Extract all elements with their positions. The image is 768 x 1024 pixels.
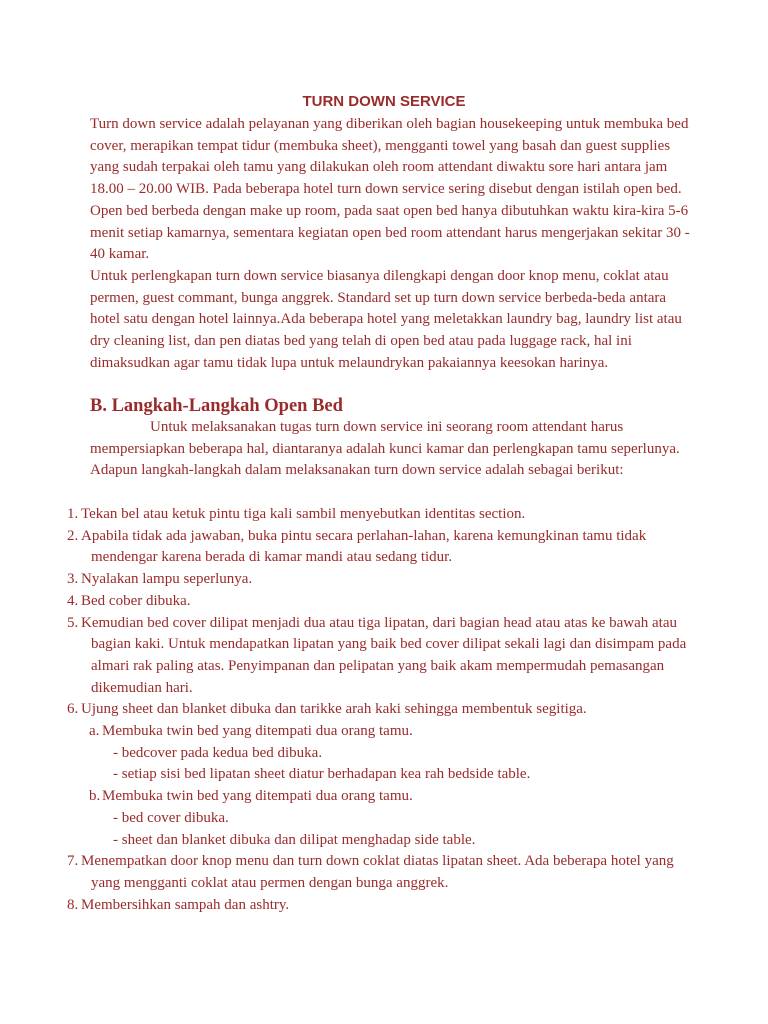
- sub-list-text: Membuka twin bed yang ditempati dua orang tamu.: [102, 723, 413, 740]
- list-number: 2.: [67, 527, 79, 544]
- intro-section: [90, 114, 690, 374]
- list-text: Apabila tidak ada jawaban, buka pintu secara perlahan-lahan, karena kemungkinan tamu tidak mendengar karena berada di kamar mandi atau sedang tidur.: [81, 527, 647, 566]
- list-number: 7.: [67, 853, 79, 870]
- paragraph: Turn down service adalah pelayanan yang diberikan oleh bagian housekeeping untuk membuka bed cover, merapikan tempat tidur (membuka sheet), mengganti towel yang basah dan guest supplies yang sudah terpakai oleh tamu yang dilakukan oleh room attendant diwaktu sore hari antara jam 18.00 – 20.00 WIB. Pada beberapa hotel turn down service sering disebut dengan istilah open bed.: [90, 116, 689, 198]
- list-item: [0, 591, 700, 613]
- dash-item: - bedcover pada kedua bed dibuka.: [113, 744, 323, 761]
- list-number: 5.: [67, 614, 79, 631]
- section-intro: Untuk melaksanakan tugas turn down service ini seorang room attendant harus mempersiapkan beberapa hal, diantaranya adalah kunci kamar dan perlengkapan tamu seperlunya. Adapun langkah-langkah dalam melaksanakan turn down service adalah sebagai berikut:: [90, 419, 680, 479]
- list-item: [0, 569, 700, 591]
- list-number: 3.: [67, 571, 79, 588]
- list-item: [0, 526, 700, 569]
- sub-list-item: [0, 786, 700, 808]
- list-item: [0, 613, 700, 700]
- document-title: TURN DOWN SERVICE: [302, 93, 466, 110]
- sub-list-text: Membuka twin bed yang ditempati dua orang tamu.: [102, 788, 413, 805]
- list-text: Menempatkan door knop menu dan turn down coklat diatas lipatan sheet. Ada beberapa hotel yang yang mengganti coklat atau permen dengan bunga anggrek.: [81, 853, 674, 891]
- list-item: [0, 699, 700, 721]
- paragraph: Open bed berbeda dengan make up room, pada saat open bed hanya dibutuhkan waktu kira-kira 5-6 menit setiap kamarnya, sementara kegiatan open bed room attendant harus mengerjakan sekitar 30 - 40 kamar.: [90, 202, 690, 263]
- list-text: Membersihkan sampah dan ashtry.: [81, 896, 290, 913]
- list-text: Bed cober dibuka.: [81, 592, 191, 609]
- list-number: 4.: [67, 592, 79, 609]
- sub-list-letter: a.: [89, 723, 100, 740]
- dash-item: - sheet dan blanket dibuka dan dilipat menghadap side table.: [113, 831, 476, 848]
- sub-list-item: [0, 721, 700, 743]
- steps-list: [0, 504, 700, 916]
- list-number: 6.: [67, 701, 79, 718]
- list-text: Tekan bel atau ketuk pintu tiga kali sambil menyebutkan identitas section.: [81, 506, 526, 522]
- list-number: 1.: [67, 506, 79, 522]
- list-item: [0, 895, 700, 917]
- list-item: [0, 851, 700, 894]
- section-heading: B. Langkah-Langkah Open Bed: [90, 396, 343, 416]
- list-number: 8.: [67, 896, 79, 913]
- paragraph: Untuk perlengkapan turn down service biasanya dilengkapi dengan door knop menu, coklat atau permen, guest commant, bunga anggrek. Standard set up turn down service berbeda-beda antara hotel satu dengan hotel lainnya.Ada beberapa hotel yang meletakkan laundry bag, laundry list atau dry cleaning list, dan pen diatas bed yang telah di open bed atau pada luggage rack, hal ini dimaksudkan agar tamu tidak lupa untuk melaundrykan pakaiannya keesokan harinya.: [90, 267, 682, 371]
- list-text: Ujung sheet dan blanket dibuka dan tarikke arah kaki sehingga membentuk segitiga.: [81, 701, 587, 718]
- dash-item: - setiap sisi bed lipatan sheet diatur berhadapan kea rah bedside table.: [113, 766, 531, 783]
- list-text: Kemudian bed cover dilipat menjadi dua atau tiga lipatan, dari bagian head atau atas ke bawah atau bagian kaki. Untuk mendapatkan lipatan yang baik bed cover dilipat sekali lagi dan disimpam pada almari rak paling atas. Penyimpanan dan pelipatan yang baik akam mempermudah pemasangan dikemudian hari.: [81, 614, 687, 696]
- list-text: Nyalakan lampu seperlunya.: [81, 571, 253, 588]
- list-item: [0, 504, 700, 526]
- dash-item: - bed cover dibuka.: [113, 809, 229, 826]
- sub-list-letter: b.: [89, 788, 101, 805]
